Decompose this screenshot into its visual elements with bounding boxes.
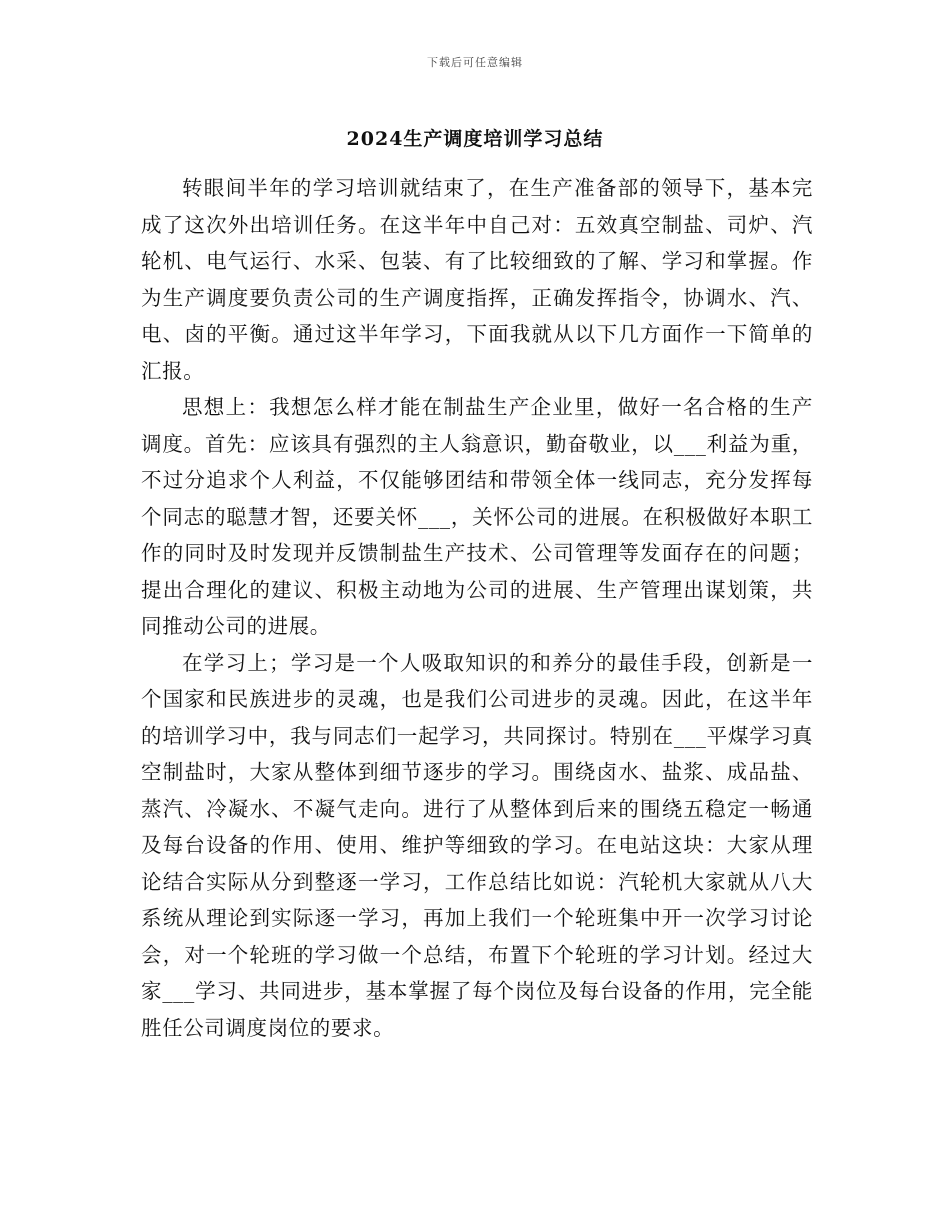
paragraph-intro: 转眼间半年的学习培训就结束了，在生产准备部的领导下，基本完成了这次外出培训任务。在这半年中自己对：五效真空制盐、司炉、汽轮机、电气运行、水采、包装、有了比较细致的了解、学习和掌握。作为生产调度要负责公司的生产调度指挥，正确发挥指令，协调水、汽、电、卤的平衡。通过这半年学习，下面我就从以下几方面作一下简单的汇报。 — [141, 176, 813, 383]
document-title: 2024生产调度培训学习总结 — [346, 128, 604, 150]
paragraph-study: 在学习上；学习是一个人吸取知识的和养分的最佳手段，创新是一个国家和民族进步的灵魂，也是我们公司进步的灵魂。因此，在这半年的培训学习中，我与同志们一起学习，共同探讨。特别在___平煤学习真空制盐时，大家从整体到细节逐步的学习。围绕卤水、盐浆、成品盐、蒸汽、冷凝水、不凝气走向。进行了从整体到后来的围绕五稳定一畅通及每台设备的作用、使用、维护等细致的学习。在电站这块：大家从理论结合实际从分到整逐一学习，工作总结比如说：汽轮机大家就从八大系统从理论到实际逐一学习，再加上我们一个轮班集中开一次学习讨论会，对一个轮班的学习做一个总结，布置下个轮班的学习计划。经过大家___学习、共同进步，基本掌握了每个岗位及每台设备的作用，完全能胜任公司调度岗位的要求。 — [141, 650, 813, 1040]
document-body — [141, 170, 813, 1046]
header-note: 下载后可任意编辑 — [427, 56, 523, 69]
paragraph-thinking: 思想上：我想怎么样才能在制盐生产企业里，做好一名合格的生产调度。首先：应该具有强烈的主人翁意识，勤奋敬业，以___利益为重，不过分追求个人利益，不仅能够团结和带领全体一线同志，充分发挥每个同志的聪慧才智，还要关怀___，关怀公司的进展。在积极做好本职工作的同时及时发现并反馈制盐生产技术、公司管理等发面存在的问题；提出合理化的建议、积极主动地为公司的进展、生产管理出谋划策，共同推动公司的进展。 — [141, 395, 813, 638]
